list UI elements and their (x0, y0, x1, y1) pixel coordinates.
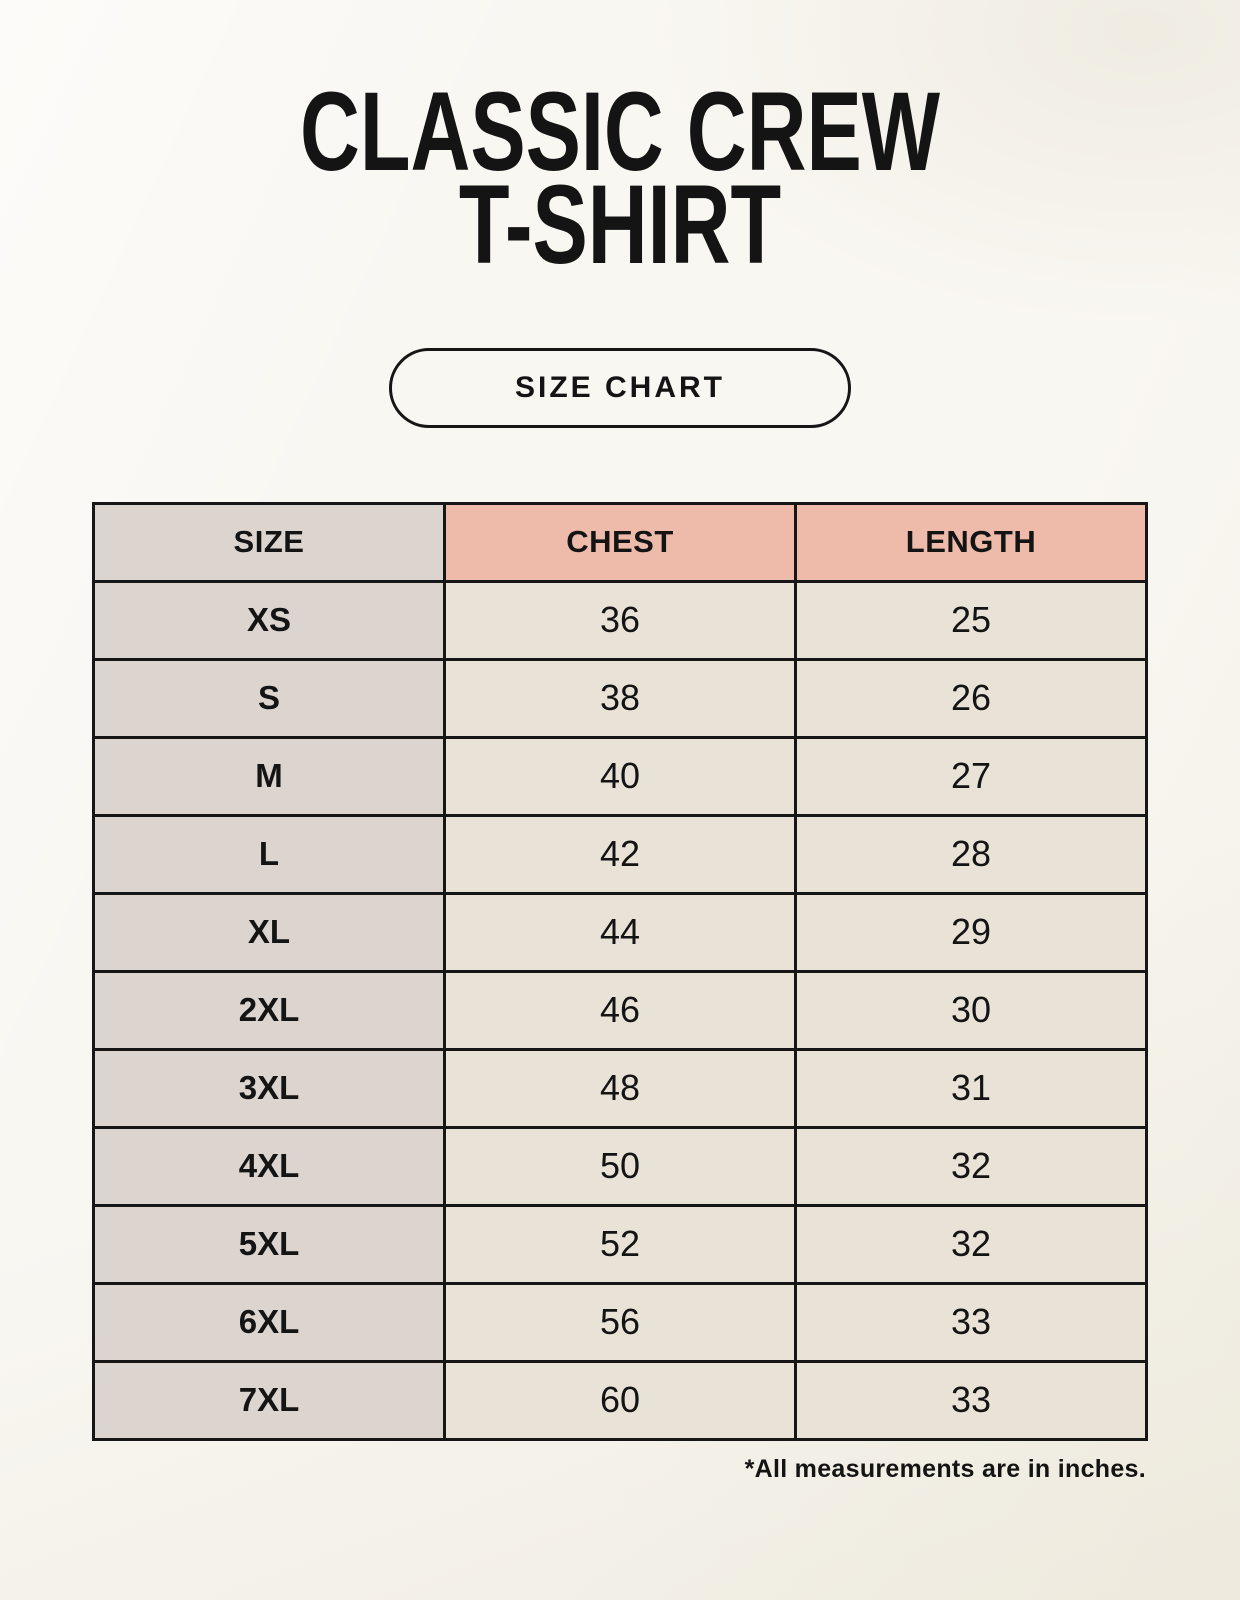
chest-value: 50 (445, 1127, 796, 1205)
column-header-length: LENGTH (796, 503, 1147, 581)
table-row (94, 659, 1147, 737)
row-size-label: 7XL (94, 1361, 445, 1439)
length-value: 28 (796, 815, 1147, 893)
table-row (94, 1205, 1147, 1283)
badge-container (0, 348, 1240, 428)
page-title-line1: CLASSIC CREW (299, 69, 941, 194)
length-value: 25 (796, 581, 1147, 659)
row-size-label: 4XL (94, 1127, 445, 1205)
row-size-label: 6XL (94, 1283, 445, 1361)
chest-value: 48 (445, 1049, 796, 1127)
table-header-row (94, 503, 1147, 581)
row-size-label: L (94, 815, 445, 893)
table-row (94, 971, 1147, 1049)
chest-value: 40 (445, 737, 796, 815)
table-row (94, 1049, 1147, 1127)
chest-value: 36 (445, 581, 796, 659)
length-value: 33 (796, 1361, 1147, 1439)
column-header-size: SIZE (94, 503, 445, 581)
length-value: 32 (796, 1127, 1147, 1205)
length-value: 33 (796, 1283, 1147, 1361)
table-row (94, 1127, 1147, 1205)
row-size-label: M (94, 737, 445, 815)
length-value: 26 (796, 659, 1147, 737)
chest-value: 44 (445, 893, 796, 971)
table-body (94, 581, 1147, 1439)
length-value: 29 (796, 893, 1147, 971)
size-chart-table (92, 502, 1148, 1441)
table-row (94, 581, 1147, 659)
page-title (161, 69, 1079, 287)
table-head (94, 503, 1147, 581)
row-size-label: S (94, 659, 445, 737)
page-title-line2: T-SHIRT (458, 161, 782, 287)
table-row (94, 815, 1147, 893)
row-size-label: 5XL (94, 1205, 445, 1283)
chest-value: 56 (445, 1283, 796, 1361)
chest-value: 52 (445, 1205, 796, 1283)
size-chart-badge-label: SIZE CHART (515, 370, 725, 404)
row-size-label: XL (94, 893, 445, 971)
table-row (94, 1283, 1147, 1361)
chest-value: 60 (445, 1361, 796, 1439)
column-header-chest: CHEST (445, 503, 796, 581)
row-size-label: 2XL (94, 971, 445, 1049)
measurement-footnote: *All measurements are in inches. (744, 1454, 1146, 1483)
size-chart-badge (389, 348, 851, 428)
chest-value: 42 (445, 815, 796, 893)
row-size-label: XS (94, 581, 445, 659)
size-table-container (92, 502, 1148, 1484)
length-value: 32 (796, 1205, 1147, 1283)
length-value: 31 (796, 1049, 1147, 1127)
length-value: 30 (796, 971, 1147, 1049)
table-row (94, 893, 1147, 971)
table-row (94, 737, 1147, 815)
length-value: 27 (796, 737, 1147, 815)
chest-value: 38 (445, 659, 796, 737)
table-row (94, 1361, 1147, 1439)
row-size-label: 3XL (94, 1049, 445, 1127)
chest-value: 46 (445, 971, 796, 1049)
